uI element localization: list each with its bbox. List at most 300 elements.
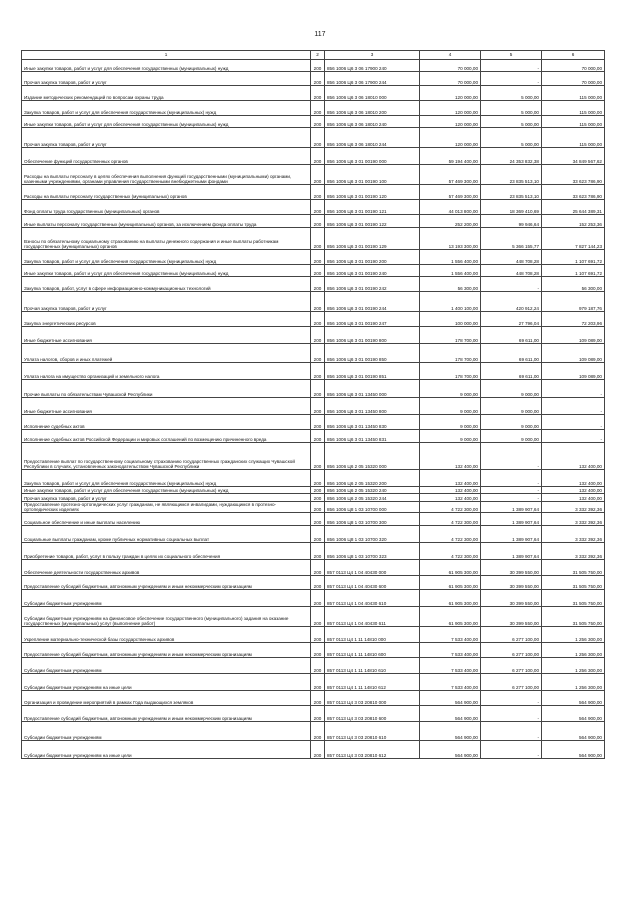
- row-executed-amount: 5 000,00: [481, 116, 542, 128]
- row-approved-amount: 120 000,00: [420, 128, 481, 148]
- row-remaining-amount: 33 623 786,90: [542, 185, 605, 200]
- table-row: [22, 470, 605, 487]
- row-description: Фонд оплаты труда государственных (муниципальных) органов: [22, 200, 311, 215]
- row-executed-amount: -: [481, 691, 542, 706]
- row-executed-amount: 30 399 550,00: [481, 607, 542, 627]
- row-classification-code: 856 1006 Ц6 3 01 13450 831: [325, 430, 420, 443]
- row-remaining-amount: 979 187,76: [542, 292, 605, 312]
- row-code: 200: [311, 607, 325, 627]
- row-approved-amount: 178 700,00: [420, 327, 481, 344]
- row-executed-amount: -: [481, 741, 542, 759]
- row-remaining-amount: 132 400,00: [542, 494, 605, 502]
- row-remaining-amount: -: [542, 430, 605, 443]
- table-row: [22, 265, 605, 277]
- row-executed-amount: 5 000,00: [481, 86, 542, 101]
- row-remaining-amount: 564 900,00: [542, 741, 605, 759]
- row-description: Предоставление протезно-ортопедических услуг гражданам, не являющимся инвалидами, нуждающимся в протезно-ортопедических изделиях: [22, 502, 311, 513]
- row-code: 200: [311, 643, 325, 658]
- row-description: Субсидии бюджетным учреждениям: [22, 590, 311, 607]
- row-remaining-amount: 564 900,00: [542, 691, 605, 706]
- row-remaining-amount: 1 256 300,00: [542, 643, 605, 658]
- row-remaining-amount: 1 256 300,00: [542, 658, 605, 674]
- row-approved-amount: 61 905 300,00: [420, 560, 481, 576]
- row-description: Закупка товаров, работ и услуг для обеспечения государственных (муниципальных) нужд: [22, 470, 311, 487]
- row-approved-amount: 120 000,00: [420, 101, 481, 116]
- row-executed-amount: 5 366 155,77: [481, 228, 542, 250]
- table-row: [22, 200, 605, 215]
- header-row: [22, 51, 605, 60]
- row-description: Субсидии бюджетным учреждениям на иные цели: [22, 741, 311, 759]
- row-approved-amount: 9 000,00: [420, 430, 481, 443]
- row-description: Социальные выплаты гражданам, кроме публичных нормативных социальных выплат: [22, 526, 311, 543]
- row-approved-amount: 4 722 300,00: [420, 502, 481, 513]
- row-approved-amount: 564 900,00: [420, 741, 481, 759]
- row-description: Субсидии бюджетным учреждениям: [22, 722, 311, 741]
- row-executed-amount: 69 611,00: [481, 363, 542, 380]
- row-executed-amount: 9 000,00: [481, 430, 542, 443]
- row-description: Прочие выплаты по обязательствам Чувашской Республики: [22, 380, 311, 398]
- row-code: 200: [311, 344, 325, 363]
- table-row: [22, 380, 605, 398]
- row-description: Закупка товаров, работ, услуг в сфере информационно-коммуникационных технологий: [22, 277, 311, 292]
- row-remaining-amount: 132 400,00: [542, 443, 605, 470]
- row-code: 200: [311, 526, 325, 543]
- table-row: [22, 502, 605, 513]
- column-header: 2: [311, 51, 325, 60]
- row-executed-amount: 448 708,28: [481, 265, 542, 277]
- row-executed-amount: 69 611,00: [481, 344, 542, 363]
- row-code: 200: [311, 277, 325, 292]
- row-code: 200: [311, 265, 325, 277]
- row-code: 200: [311, 415, 325, 430]
- row-code: 200: [311, 494, 325, 502]
- row-approved-amount: 9 000,00: [420, 398, 481, 415]
- row-description: Предоставление субсидий бюджетным, автономным учреждениям и иным некоммерческим организациям: [22, 643, 311, 658]
- column-header: 3: [325, 51, 420, 60]
- row-executed-amount: -: [481, 470, 542, 487]
- row-remaining-amount: 31 505 750,00: [542, 560, 605, 576]
- row-approved-amount: 252 200,00: [420, 215, 481, 228]
- row-description: Уплата налога на имущество организаций и земельного налога: [22, 363, 311, 380]
- table-row: [22, 674, 605, 691]
- row-code: 200: [311, 430, 325, 443]
- table-row: [22, 513, 605, 526]
- row-approved-amount: 70 000,00: [420, 60, 481, 72]
- row-description: Субсидии бюджетным учреждениям на финансовое обеспечение государственного (муниципального) задания на оказание государственных (муниципальных) услуг (выполнение работ): [22, 607, 311, 627]
- row-code: 200: [311, 185, 325, 200]
- row-classification-code: 857 0113 Ц4 1 11 14810 000: [325, 627, 420, 643]
- table-row: [22, 327, 605, 344]
- row-code: 200: [311, 560, 325, 576]
- table-row: [22, 398, 605, 415]
- row-classification-code: 856 1006 Ц8 1 03 10700 000: [325, 502, 420, 513]
- row-approved-amount: 1 556 400,00: [420, 265, 481, 277]
- row-remaining-amount: 115 000,00: [542, 86, 605, 101]
- page-number: 117: [314, 31, 326, 38]
- row-classification-code: 857 0113 Ц4 3 03 20810 600: [325, 706, 420, 722]
- row-remaining-amount: 115 000,00: [542, 101, 605, 116]
- row-executed-amount: 448 708,28: [481, 250, 542, 265]
- row-executed-amount: 9 000,00: [481, 398, 542, 415]
- row-approved-amount: 13 193 300,00: [420, 228, 481, 250]
- table-row: [22, 250, 605, 265]
- row-code: 200: [311, 576, 325, 590]
- row-remaining-amount: 33 623 786,90: [542, 165, 605, 185]
- row-classification-code: 856 1006 Ц6 2 05 15320 000: [325, 443, 420, 470]
- row-classification-code: 856 1006 Ц6 3 01 13450 800: [325, 398, 420, 415]
- row-remaining-amount: 109 089,00: [542, 327, 605, 344]
- table-row: [22, 607, 605, 627]
- row-approved-amount: 7 533 400,00: [420, 658, 481, 674]
- row-classification-code: 856 1006 Ц6 3 01 00190 240: [325, 265, 420, 277]
- row-executed-amount: 1 389 907,64: [481, 526, 542, 543]
- row-classification-code: 857 0113 Ц4 1 04 40430 000: [325, 560, 420, 576]
- row-description: Прочая закупка товаров, работ и услуг: [22, 128, 311, 148]
- row-description: Иные бюджетные ассигнования: [22, 327, 311, 344]
- row-classification-code: 856 1006 Ц8 1 03 10700 320: [325, 526, 420, 543]
- row-approved-amount: 61 905 300,00: [420, 590, 481, 607]
- row-executed-amount: 30 399 550,00: [481, 560, 542, 576]
- row-approved-amount: 4 722 300,00: [420, 526, 481, 543]
- row-executed-amount: 30 399 550,00: [481, 576, 542, 590]
- row-executed-amount: 30 399 550,00: [481, 590, 542, 607]
- row-code: 200: [311, 165, 325, 185]
- row-description: Субсидии бюджетным учреждениям: [22, 658, 311, 674]
- row-classification-code: 857 0113 Ц4 1 04 40430 611: [325, 607, 420, 627]
- row-classification-code: 857 0113 Ц4 1 04 40430 610: [325, 590, 420, 607]
- row-description: Предоставление выплат по государственному социальному страхованию государственных гражданских служащих Чувашской Республики в случаях, установленных законодательством Чувашской Республики: [22, 443, 311, 470]
- row-remaining-amount: 132 400,00: [542, 487, 605, 494]
- row-code: 200: [311, 228, 325, 250]
- row-classification-code: 856 1006 Ц6 3 01 00190 100: [325, 165, 420, 185]
- row-approved-amount: 7 533 400,00: [420, 627, 481, 643]
- row-remaining-amount: 132 400,00: [542, 470, 605, 487]
- row-description: Иные бюджетные ассигнования: [22, 398, 311, 415]
- row-code: 200: [311, 200, 325, 215]
- row-executed-amount: -: [481, 706, 542, 722]
- row-code: 200: [311, 327, 325, 344]
- row-executed-amount: -: [481, 72, 542, 86]
- table-row: [22, 185, 605, 200]
- row-classification-code: 856 1006 Ц6 3 06 18010 244: [325, 128, 420, 148]
- table-row: [22, 643, 605, 658]
- table-row: [22, 722, 605, 741]
- table-row: [22, 101, 605, 116]
- row-remaining-amount: 564 900,00: [542, 706, 605, 722]
- row-classification-code: 856 1006 Ц6 3 01 00190 850: [325, 344, 420, 363]
- row-code: 200: [311, 101, 325, 116]
- row-classification-code: 857 0113 Ц4 1 04 40430 600: [325, 576, 420, 590]
- table-row: [22, 658, 605, 674]
- row-classification-code: 856 1006 Ц6 3 01 00190 122: [325, 215, 420, 228]
- row-description: Организация и проведение мероприятий в рамках Года выдающихся земляков: [22, 691, 311, 706]
- row-remaining-amount: 115 000,00: [542, 116, 605, 128]
- row-code: 200: [311, 691, 325, 706]
- row-code: 200: [311, 292, 325, 312]
- row-approved-amount: 57 469 300,00: [420, 185, 481, 200]
- table-row: [22, 487, 605, 494]
- row-remaining-amount: 564 900,00: [542, 722, 605, 741]
- row-approved-amount: 59 194 400,00: [420, 148, 481, 165]
- row-description: Исполнение судебных актов: [22, 415, 311, 430]
- row-code: 200: [311, 128, 325, 148]
- row-description: Приобретение товаров, работ, услуг в пользу граждан в целях их социального обеспечения: [22, 543, 311, 560]
- row-description: Закупка товаров, работ и услуг для обеспечения государственных (муниципальных) нужд: [22, 101, 311, 116]
- row-classification-code: 856 1006 Ц6 3 01 00190 200: [325, 250, 420, 265]
- column-header: 1: [22, 51, 311, 60]
- row-approved-amount: 120 000,00: [420, 86, 481, 101]
- row-classification-code: 856 1006 Ц6 3 01 00190 129: [325, 228, 420, 250]
- row-approved-amount: 178 700,00: [420, 363, 481, 380]
- table-row: [22, 86, 605, 101]
- row-executed-amount: 6 277 100,00: [481, 643, 542, 658]
- table-row: [22, 590, 605, 607]
- row-executed-amount: 18 369 410,69: [481, 200, 542, 215]
- row-code: 200: [311, 627, 325, 643]
- row-remaining-amount: 56 300,00: [542, 277, 605, 292]
- budget-report-table: [21, 50, 605, 759]
- row-remaining-amount: -: [542, 415, 605, 430]
- row-code: 200: [311, 312, 325, 327]
- row-classification-code: 856 1006 Ц6 3 06 17900 240: [325, 60, 420, 72]
- row-description: Взносы по обязательному социальному страхованию на выплаты денежного содержания и иные выплаты работникам государственных (муниципальных) органов: [22, 228, 311, 250]
- row-code: 200: [311, 658, 325, 674]
- row-approved-amount: 1 400 100,00: [420, 292, 481, 312]
- row-classification-code: 856 1006 Ц6 2 05 15320 200: [325, 470, 420, 487]
- row-classification-code: 856 1006 Ц6 2 05 15320 244: [325, 494, 420, 502]
- row-code: 200: [311, 116, 325, 128]
- row-classification-code: 856 1006 Ц6 3 01 00190 247: [325, 312, 420, 327]
- row-description: Иные закупки товаров, работ и услуг для обеспечения государственных (муниципальных) нужд: [22, 60, 311, 72]
- column-header: 6: [542, 51, 605, 60]
- table-row: [22, 415, 605, 430]
- row-code: 200: [311, 215, 325, 228]
- table-row: [22, 443, 605, 470]
- table-row: [22, 215, 605, 228]
- row-approved-amount: 4 722 300,00: [420, 543, 481, 560]
- row-classification-code: 856 1006 Ц6 2 05 15320 240: [325, 487, 420, 494]
- row-approved-amount: 178 700,00: [420, 344, 481, 363]
- row-executed-amount: 23 835 513,10: [481, 185, 542, 200]
- row-description: Субсидии бюджетным учреждениям на иные цели: [22, 674, 311, 691]
- row-remaining-amount: 3 332 392,36: [542, 543, 605, 560]
- row-description: Исполнение судебных актов Российской Федерации и мировых соглашений по возмещению причиненного вреда: [22, 430, 311, 443]
- row-approved-amount: 132 400,00: [420, 494, 481, 502]
- table-row: [22, 430, 605, 443]
- row-approved-amount: 120 000,00: [420, 116, 481, 128]
- row-remaining-amount: 70 000,00: [542, 60, 605, 72]
- row-code: 200: [311, 86, 325, 101]
- row-description: Социальное обеспечение и иные выплаты населению: [22, 513, 311, 526]
- row-description: Расходы на выплаты персоналу государственных (муниципальных) органов: [22, 185, 311, 200]
- row-approved-amount: 44 013 800,00: [420, 200, 481, 215]
- row-executed-amount: -: [481, 443, 542, 470]
- row-remaining-amount: 1 256 300,00: [542, 674, 605, 691]
- table-row: [22, 60, 605, 72]
- row-executed-amount: 1 389 907,64: [481, 502, 542, 513]
- row-approved-amount: 9 000,00: [420, 380, 481, 398]
- row-executed-amount: 1 389 907,64: [481, 543, 542, 560]
- row-approved-amount: 132 400,00: [420, 487, 481, 494]
- row-approved-amount: 100 000,00: [420, 312, 481, 327]
- row-code: 200: [311, 470, 325, 487]
- row-approved-amount: 61 905 300,00: [420, 607, 481, 627]
- column-header: 4: [420, 51, 481, 60]
- row-executed-amount: 69 611,00: [481, 327, 542, 344]
- row-description: Прочая закупка товаров, работ и услуг: [22, 292, 311, 312]
- row-executed-amount: 6 277 100,00: [481, 658, 542, 674]
- row-approved-amount: 9 000,00: [420, 415, 481, 430]
- row-executed-amount: 9 000,00: [481, 415, 542, 430]
- row-description: Издание методических рекомендаций по вопросам охраны труда: [22, 86, 311, 101]
- row-code: 200: [311, 72, 325, 86]
- table-row: [22, 691, 605, 706]
- row-remaining-amount: 31 505 750,00: [542, 590, 605, 607]
- table-row: [22, 576, 605, 590]
- column-header: 5: [481, 51, 542, 60]
- row-executed-amount: 6 277 100,00: [481, 627, 542, 643]
- row-approved-amount: 56 300,00: [420, 277, 481, 292]
- row-remaining-amount: 109 089,00: [542, 344, 605, 363]
- row-classification-code: 857 0113 Ц4 1 11 14810 600: [325, 643, 420, 658]
- row-description: Иные закупки товаров, работ и услуг для обеспечения государственных (муниципальных) нужд: [22, 487, 311, 494]
- row-executed-amount: 6 277 100,00: [481, 674, 542, 691]
- row-approved-amount: 132 400,00: [420, 443, 481, 470]
- row-code: 200: [311, 60, 325, 72]
- row-executed-amount: 5 000,00: [481, 101, 542, 116]
- row-remaining-amount: 31 505 750,00: [542, 576, 605, 590]
- row-classification-code: 856 1006 Ц6 3 01 00190 000: [325, 148, 420, 165]
- row-code: 200: [311, 363, 325, 380]
- row-description: Иные закупки товаров, работ и услуг для обеспечения государственных (муниципальных) нужд: [22, 116, 311, 128]
- row-classification-code: 856 1006 Ц8 1 03 10700 323: [325, 543, 420, 560]
- row-executed-amount: -: [481, 487, 542, 494]
- row-executed-amount: -: [481, 722, 542, 741]
- row-description: Закупка товаров, работ и услуг для обеспечения государственных (муниципальных) нужд: [22, 250, 311, 265]
- table-row: [22, 72, 605, 86]
- table-row: [22, 292, 605, 312]
- row-description: Прочая закупка товаров, работ и услуг: [22, 72, 311, 86]
- row-approved-amount: 564 900,00: [420, 706, 481, 722]
- row-executed-amount: -: [481, 277, 542, 292]
- row-remaining-amount: 3 332 392,36: [542, 513, 605, 526]
- row-classification-code: 856 1006 Ц6 3 06 18010 240: [325, 116, 420, 128]
- table-row: [22, 277, 605, 292]
- row-executed-amount: 99 946,64: [481, 215, 542, 228]
- row-approved-amount: 70 000,00: [420, 72, 481, 86]
- row-approved-amount: 564 900,00: [420, 722, 481, 741]
- row-remaining-amount: 25 644 389,31: [542, 200, 605, 215]
- row-description: Иные выплаты персоналу государственных (муниципальных) органов, за исключением фонда оплаты труда: [22, 215, 311, 228]
- row-description: Предоставление субсидий бюджетным, автономным учреждениям и иным некоммерческим организациям: [22, 576, 311, 590]
- row-remaining-amount: 1 107 691,72: [542, 265, 605, 277]
- row-remaining-amount: 3 332 392,36: [542, 526, 605, 543]
- row-description: Закупка энергетических ресурсов: [22, 312, 311, 327]
- row-description: Иные закупки товаров, работ и услуг для обеспечения государственных (муниципальных) нужд: [22, 265, 311, 277]
- row-classification-code: 857 0113 Ц4 3 03 20810 612: [325, 741, 420, 759]
- row-remaining-amount: 1 256 300,00: [542, 627, 605, 643]
- row-description: Прочая закупка товаров, работ и услуг: [22, 494, 311, 502]
- row-classification-code: 857 0113 Ц4 1 11 14810 610: [325, 658, 420, 674]
- row-remaining-amount: 152 253,36: [542, 215, 605, 228]
- row-description: Укрепление материально-технической базы государственных архивов: [22, 627, 311, 643]
- row-code: 200: [311, 443, 325, 470]
- row-code: 200: [311, 722, 325, 741]
- row-approved-amount: 7 533 400,00: [420, 674, 481, 691]
- row-approved-amount: 1 556 400,00: [420, 250, 481, 265]
- row-classification-code: 857 0113 Ц4 3 03 20810 610: [325, 722, 420, 741]
- row-code: 200: [311, 741, 325, 759]
- row-code: 200: [311, 590, 325, 607]
- row-code: 200: [311, 380, 325, 398]
- row-approved-amount: 61 905 300,00: [420, 576, 481, 590]
- row-classification-code: 856 1006 Ц6 3 06 17900 244: [325, 72, 420, 86]
- row-executed-amount: 9 000,00: [481, 380, 542, 398]
- row-classification-code: 856 1006 Ц6 3 06 18010 200: [325, 101, 420, 116]
- row-approved-amount: 7 533 400,00: [420, 643, 481, 658]
- row-remaining-amount: 109 089,00: [542, 363, 605, 380]
- row-remaining-amount: -: [542, 398, 605, 415]
- table-row: [22, 165, 605, 185]
- table-row: [22, 543, 605, 560]
- row-approved-amount: 57 469 300,00: [420, 165, 481, 185]
- row-classification-code: 856 1006 Ц6 3 01 00190 121: [325, 200, 420, 215]
- table-row: [22, 706, 605, 722]
- row-code: 200: [311, 674, 325, 691]
- table-row: [22, 494, 605, 502]
- table-row: [22, 363, 605, 380]
- row-executed-amount: -: [481, 494, 542, 502]
- row-classification-code: 856 1006 Ц6 3 01 13450 000: [325, 380, 420, 398]
- row-executed-amount: 1 389 907,64: [481, 513, 542, 526]
- row-classification-code: 856 1006 Ц6 3 01 00190 242: [325, 277, 420, 292]
- table-row: [22, 344, 605, 363]
- row-code: 200: [311, 706, 325, 722]
- row-classification-code: 856 1006 Ц6 3 01 00190 120: [325, 185, 420, 200]
- row-remaining-amount: 7 827 144,23: [542, 228, 605, 250]
- table-row: [22, 741, 605, 759]
- row-code: 200: [311, 543, 325, 560]
- table-row: [22, 627, 605, 643]
- row-remaining-amount: 72 203,96: [542, 312, 605, 327]
- row-description: Обеспечение функций государственных органов: [22, 148, 311, 165]
- row-code: 200: [311, 398, 325, 415]
- row-classification-code: 856 1006 Ц8 1 03 10700 300: [325, 513, 420, 526]
- row-code: 200: [311, 502, 325, 513]
- row-classification-code: 857 0113 Ц4 1 11 14810 612: [325, 674, 420, 691]
- table-row: [22, 526, 605, 543]
- row-executed-amount: 24 353 832,38: [481, 148, 542, 165]
- row-code: 200: [311, 487, 325, 494]
- row-remaining-amount: 115 000,00: [542, 128, 605, 148]
- table-row: [22, 312, 605, 327]
- row-classification-code: 856 1006 Ц6 3 01 13450 830: [325, 415, 420, 430]
- row-description: Уплата налогов, сборов и иных платежей: [22, 344, 311, 363]
- row-remaining-amount: 1 107 691,72: [542, 250, 605, 265]
- row-approved-amount: 132 400,00: [420, 470, 481, 487]
- row-classification-code: 857 0113 Ц4 3 03 20810 000: [325, 691, 420, 706]
- row-description: Предоставление субсидий бюджетным, автономным учреждениям и иным некоммерческим организациям: [22, 706, 311, 722]
- row-code: 200: [311, 513, 325, 526]
- row-approved-amount: 564 900,00: [420, 691, 481, 706]
- row-remaining-amount: -: [542, 380, 605, 398]
- table-row: [22, 228, 605, 250]
- row-description: Расходы на выплаты персоналу в целях обеспечения выполнения функций государственными (муниципальными) органами, казенными учреждениями, органами управления государственными внебюджетными фондами: [22, 165, 311, 185]
- row-remaining-amount: 3 332 392,36: [542, 502, 605, 513]
- row-description: Обеспечение деятельности государственных архивов: [22, 560, 311, 576]
- row-classification-code: 856 1006 Ц6 3 01 00190 851: [325, 363, 420, 380]
- row-executed-amount: 27 796,04: [481, 312, 542, 327]
